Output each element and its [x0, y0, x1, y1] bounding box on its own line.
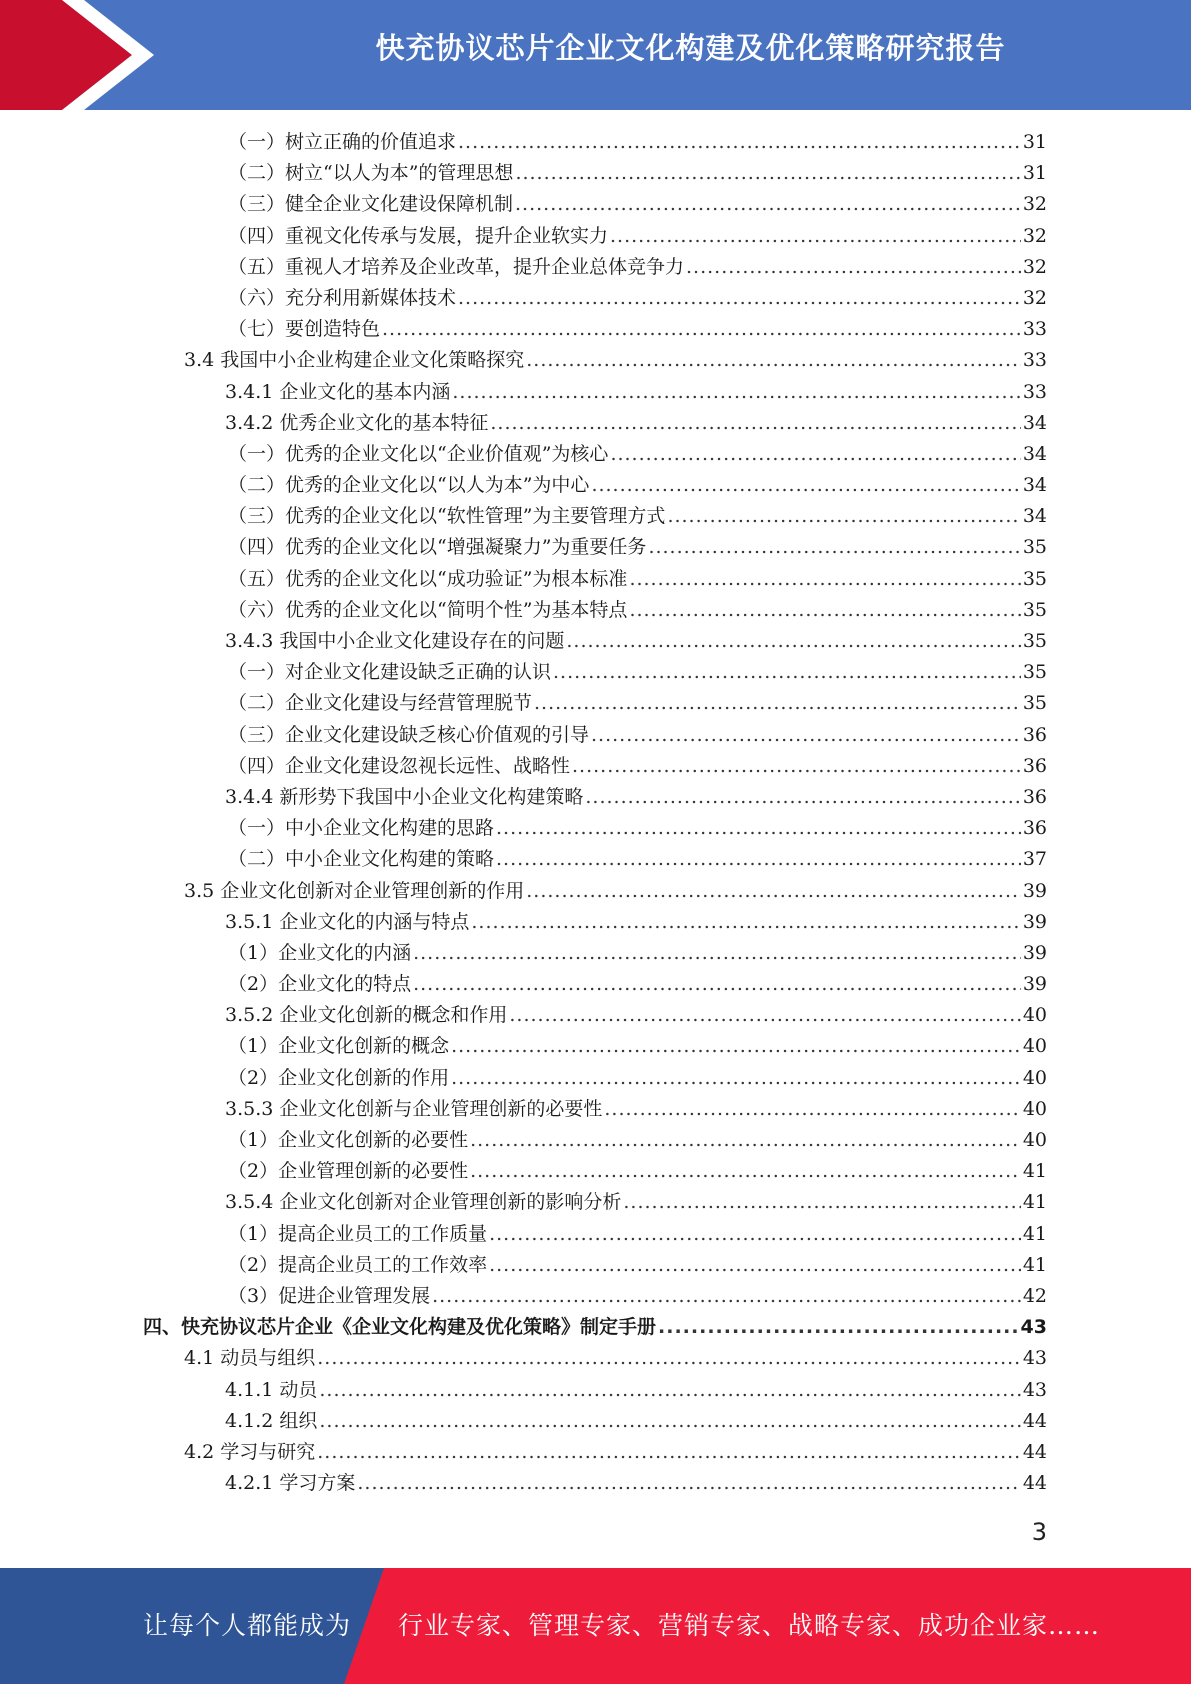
toc-entry-page: 39 — [1022, 879, 1047, 902]
toc-entry-row — [228, 283, 1047, 314]
toc-entry-page: 33 — [1022, 349, 1047, 372]
toc-entry-page: 41 — [1022, 1222, 1047, 1245]
toc-entry[interactable] — [0, 1375, 1191, 1406]
toc-entry[interactable] — [0, 1187, 1191, 1218]
toc-entry[interactable] — [0, 782, 1191, 813]
toc-dot-leader — [451, 1031, 1021, 1062]
toc-entry-page: 33 — [1022, 318, 1047, 341]
toc-entry-title: （2）企业管理创新的必要性 — [228, 1160, 469, 1183]
toc-entry[interactable] — [0, 345, 1191, 376]
toc-entry-title: （2）企业文化的特点 — [228, 973, 412, 996]
toc-dot-leader — [413, 969, 1021, 1000]
toc-entry-title: 3.5.4 企业文化创新对企业管理创新的影响分析 — [225, 1191, 622, 1214]
toc-entry-page: 34 — [1022, 474, 1047, 497]
toc-entry[interactable] — [0, 408, 1191, 439]
toc-entry-page: 40 — [1022, 1035, 1047, 1058]
toc-entry-row — [184, 876, 1047, 907]
toc-entry-page: 44 — [1022, 1409, 1047, 1432]
toc-dot-leader — [572, 751, 1021, 782]
toc-entry-title: （七）要创造特色 — [228, 318, 381, 341]
toc-entry-row — [228, 595, 1047, 626]
toc-dot-leader — [526, 876, 1021, 907]
toc-entry-title: 3.4.2 优秀企业文化的基本特征 — [225, 411, 489, 434]
toc-entry-page: 40 — [1022, 1066, 1047, 1089]
page-header — [0, 0, 1191, 110]
toc-entry[interactable] — [0, 844, 1191, 875]
toc-entry-row — [228, 938, 1047, 969]
toc-entry[interactable] — [0, 1156, 1191, 1187]
toc-entry-title: （三）健全企业文化建设保障机制 — [228, 193, 514, 216]
toc-entry-title: （1）企业文化创新的概念 — [228, 1035, 450, 1058]
toc-entry[interactable] — [0, 252, 1191, 283]
toc-dot-leader — [591, 720, 1021, 751]
toc-entry-title: 3.4 我国中小企业构建企业文化策略探究 — [184, 349, 525, 372]
footer-slogan-left: 让每个人都能成为 — [143, 1611, 352, 1640]
toc-entry-page: 41 — [1022, 1253, 1047, 1276]
toc-entry-row — [225, 907, 1047, 938]
toc-entry-title: 4.2 学习与研究 — [184, 1440, 316, 1463]
toc-entry-title: （四）优秀的企业文化以“增强凝聚力”为重要任务 — [228, 536, 647, 559]
toc-dot-leader — [357, 1468, 1020, 1499]
toc-entry-row — [228, 1125, 1047, 1156]
toc-entry-title: 3.5.3 企业文化创新与企业管理创新的必要性 — [225, 1097, 603, 1120]
toc-entry-page: 43 — [1022, 1378, 1047, 1401]
toc-entry-page: 33 — [1022, 380, 1047, 403]
toc-entry-row — [143, 1312, 1047, 1343]
toc-entry[interactable] — [0, 1063, 1191, 1094]
toc-dot-leader — [496, 813, 1021, 844]
toc-dot-leader — [509, 1000, 1020, 1031]
toc-dot-leader — [566, 626, 1020, 657]
toc-entry-page: 43 — [1020, 1316, 1047, 1339]
toc-entry-page: 36 — [1022, 785, 1047, 808]
toc-entry-title: （3）促进企业管理发展 — [228, 1284, 431, 1307]
toc-entry-title: （一）对企业文化建设缺乏正确的认识 — [228, 661, 552, 684]
toc-entry[interactable] — [0, 595, 1191, 626]
toc-dot-leader — [317, 1343, 1021, 1374]
toc-entry[interactable] — [0, 657, 1191, 688]
toc-entry-row — [225, 1094, 1047, 1125]
toc-entry[interactable] — [0, 564, 1191, 595]
toc-entry[interactable] — [0, 938, 1191, 969]
toc-entry[interactable] — [0, 876, 1191, 907]
toc-entry-row — [228, 501, 1047, 532]
toc-entry-title: （六）优秀的企业文化以“简明个性”为基本特点 — [228, 598, 628, 621]
report-title: 快充协议芯片企业文化构建及优化策略研究报告 — [375, 31, 1006, 65]
toc-dot-leader — [515, 158, 1020, 189]
toc-entry-page: 36 — [1022, 723, 1047, 746]
toc-entry-row — [228, 1063, 1047, 1094]
toc-entry[interactable] — [0, 1219, 1191, 1250]
toc-entry-row — [228, 1031, 1047, 1062]
toc-entry[interactable] — [0, 1312, 1191, 1343]
toc-entry-page: 40 — [1022, 1004, 1047, 1027]
toc-entry-title: 3.5.2 企业文化创新的概念和作用 — [225, 1004, 508, 1027]
toc-entry[interactable] — [0, 439, 1191, 470]
toc-dot-leader — [413, 938, 1021, 969]
toc-dot-leader — [470, 1156, 1021, 1187]
toc-entry-title: 3.4.4 新形势下我国中小企业文化构建策略 — [225, 785, 584, 808]
toc-entry[interactable] — [0, 127, 1191, 158]
toc-entry-page: 35 — [1022, 598, 1047, 621]
toc-dot-leader — [629, 564, 1020, 595]
toc-entry-title: （六）充分利用新媒体技术 — [228, 286, 457, 309]
toc-entry-row — [228, 1250, 1047, 1281]
toc-dot-leader — [591, 470, 1020, 501]
toc-entry-title: （三）企业文化建设缺乏核心价值观的引导 — [228, 723, 590, 746]
toc-entry-page: 35 — [1022, 661, 1047, 684]
page-footer — [0, 1568, 1191, 1684]
toc-dot-leader — [489, 1250, 1021, 1281]
toc-entry-row — [228, 158, 1047, 189]
toc-entry-page: 42 — [1022, 1284, 1047, 1307]
toc-dot-leader — [515, 189, 1021, 220]
toc-entry-page: 41 — [1022, 1191, 1047, 1214]
toc-dot-leader — [629, 595, 1020, 626]
toc-entry-row — [228, 439, 1047, 470]
toc-entry-title: 4.2.1 学习方案 — [225, 1472, 356, 1495]
toc-entry[interactable] — [0, 688, 1191, 719]
toc-entry-row — [228, 252, 1047, 283]
toc-entry-title: （2）提高企业员工的工作效率 — [228, 1253, 488, 1276]
toc-dot-leader — [458, 283, 1021, 314]
toc-entry-page: 32 — [1022, 193, 1047, 216]
page-number: 3 — [1031, 1518, 1047, 1546]
toc-entry-title: （2）企业文化创新的作用 — [228, 1066, 450, 1089]
toc-entry-page: 34 — [1022, 442, 1047, 465]
toc-entry-row — [228, 751, 1047, 782]
toc-entry-title: （四）重视文化传承与发展，提升企业软实力 — [228, 224, 609, 247]
toc-dot-leader — [610, 439, 1020, 470]
toc-entry-title: 四、快充协议芯片企业《企业文化构建及优化策略》制定手册 — [143, 1316, 657, 1339]
toc-entry-title: （一）中小企业文化构建的思路 — [228, 817, 495, 840]
toc-dot-leader — [432, 1281, 1021, 1312]
toc-dot-leader — [686, 252, 1021, 283]
toc-dot-leader — [648, 532, 1020, 563]
toc-entry-row — [228, 1281, 1047, 1312]
toc-entry-page: 39 — [1022, 973, 1047, 996]
toc-dot-leader — [658, 1312, 1019, 1343]
toc-dot-leader — [451, 1063, 1021, 1094]
toc-entry-row — [184, 1343, 1047, 1374]
toc-dot-leader — [317, 1437, 1021, 1468]
toc-entry-title: 3.4.1 企业文化的基本内涵 — [225, 380, 451, 403]
toc-entry[interactable] — [0, 720, 1191, 751]
toc-dot-leader — [319, 1375, 1020, 1406]
toc-entry[interactable] — [0, 813, 1191, 844]
toc-entry-page: 32 — [1022, 255, 1047, 278]
toc-entry-row — [225, 1468, 1047, 1499]
toc-entry[interactable] — [0, 501, 1191, 532]
toc-entry[interactable] — [0, 189, 1191, 220]
toc-entry-page: 39 — [1022, 941, 1047, 964]
toc-entry-row — [228, 127, 1047, 158]
toc-entry-title: （1）企业文化的内涵 — [228, 941, 412, 964]
toc-entry-title: 4.1.1 动员 — [225, 1378, 318, 1401]
toc-dot-leader — [623, 1187, 1020, 1218]
toc-entry-page: 40 — [1022, 1129, 1047, 1151]
toc-entry[interactable] — [0, 158, 1191, 189]
toc-entry-row — [228, 532, 1047, 563]
toc-entry-row — [228, 564, 1047, 595]
toc-entry-page: 36 — [1022, 817, 1047, 840]
toc-entry[interactable] — [0, 751, 1191, 782]
toc-entry-title: （一）优秀的企业文化以“企业价值观”为核心 — [228, 442, 609, 465]
toc-entry[interactable] — [0, 907, 1191, 938]
toc-entry-page: 44 — [1022, 1472, 1047, 1495]
toc-entry-page: 40 — [1022, 1097, 1047, 1120]
toc-entry-row — [228, 688, 1047, 719]
toc-entry-title: （二）企业文化建设与经营管理脱节 — [228, 692, 533, 715]
toc-dot-leader — [553, 657, 1021, 688]
toc-entry-title: （1）企业文化创新的必要性 — [228, 1129, 469, 1151]
toc-dot-leader — [489, 1219, 1021, 1250]
toc-entry-title: 4.1 动员与组织 — [184, 1347, 316, 1370]
toc-entry[interactable] — [0, 1343, 1191, 1374]
toc-dot-leader — [471, 907, 1020, 938]
toc-entry-page: 34 — [1022, 505, 1047, 528]
toc-entry[interactable] — [0, 1125, 1191, 1156]
toc-entry-page: 32 — [1022, 224, 1047, 247]
toc-dot-leader — [470, 1125, 1021, 1156]
toc-entry[interactable] — [0, 470, 1191, 501]
toc-entry-row — [228, 720, 1047, 751]
toc-entry-row — [184, 1437, 1047, 1468]
toc-entry[interactable] — [0, 1468, 1191, 1499]
toc-entry-row — [184, 345, 1047, 376]
toc-entry-title: （三）优秀的企业文化以“软性管理”为主要管理方式 — [228, 505, 666, 528]
toc-entry[interactable] — [0, 532, 1191, 563]
toc-entry-page: 35 — [1022, 567, 1047, 590]
toc-dot-leader — [526, 345, 1021, 376]
toc-entry-title: （二）树立“以人为本”的管理思想 — [228, 162, 514, 185]
toc-entry-title: （一）树立正确的价值追求 — [228, 131, 457, 153]
toc-entry-row — [228, 221, 1047, 252]
toc-entry[interactable] — [0, 1406, 1191, 1437]
toc-entry-page: 44 — [1022, 1440, 1047, 1463]
toc-entry-page: 35 — [1022, 692, 1047, 715]
toc-entry-row — [228, 657, 1047, 688]
toc-dot-leader — [452, 377, 1020, 408]
toc-entry-row — [228, 969, 1047, 1000]
toc-dot-leader — [534, 688, 1021, 719]
toc-entry-page: 31 — [1022, 131, 1047, 153]
toc-dot-leader — [610, 221, 1021, 252]
toc-entry-row — [225, 1187, 1047, 1218]
toc-entry-row — [228, 844, 1047, 875]
toc-entry[interactable] — [0, 1000, 1191, 1031]
toc-entry[interactable] — [0, 626, 1191, 657]
toc-entry-row — [225, 377, 1047, 408]
toc-dot-leader — [382, 314, 1021, 345]
toc-entry-page: 37 — [1022, 848, 1047, 871]
toc-entry[interactable] — [0, 1281, 1191, 1312]
toc-entry-row — [228, 314, 1047, 345]
toc-entry-title: （四）企业文化建设忽视长远性、战略性 — [228, 754, 571, 777]
toc-entry-row — [228, 1219, 1047, 1250]
toc-dot-leader — [496, 844, 1021, 875]
toc-entry-title: （1）提高企业员工的工作质量 — [228, 1222, 488, 1245]
toc-entry[interactable] — [0, 1094, 1191, 1125]
toc-entry-page: 39 — [1022, 910, 1047, 933]
toc-dot-leader — [585, 782, 1020, 813]
toc-entry-page: 34 — [1022, 411, 1047, 434]
toc-entry-page: 41 — [1022, 1160, 1047, 1183]
toc-entry[interactable] — [0, 969, 1191, 1000]
toc-entry-page: 32 — [1022, 286, 1047, 309]
toc-entry-row — [228, 470, 1047, 501]
toc-entry[interactable] — [0, 314, 1191, 345]
toc-entry[interactable] — [0, 1031, 1191, 1062]
toc-entry-row — [228, 189, 1047, 220]
toc-entry-row — [225, 408, 1047, 439]
toc-entry-row — [228, 1156, 1047, 1187]
toc-entry[interactable] — [0, 283, 1191, 314]
toc-entry-title: 3.4.3 我国中小企业文化建设存在的问题 — [225, 630, 565, 652]
toc-entry-page: 43 — [1022, 1347, 1047, 1370]
toc-entry-title: 3.5 企业文化创新对企业管理创新的作用 — [184, 879, 525, 902]
footer-slogan-right: 行业专家、管理专家、营销专家、战略专家、成功企业家…… — [398, 1611, 1101, 1640]
toc-entry-title: （二）中小企业文化构建的策略 — [228, 848, 495, 871]
toc-dot-leader — [458, 127, 1021, 158]
toc-dot-leader — [319, 1406, 1020, 1437]
toc-entry-page: 35 — [1022, 536, 1047, 559]
toc-entry[interactable] — [0, 377, 1191, 408]
toc-entry-page: 36 — [1022, 754, 1047, 777]
toc-entry-title: （二）优秀的企业文化以“以人为本”为中心 — [228, 474, 590, 497]
toc-entry[interactable] — [0, 1250, 1191, 1281]
toc-dot-leader — [667, 501, 1020, 532]
toc-dot-leader — [604, 1094, 1020, 1125]
toc-entry-page: 35 — [1022, 630, 1047, 652]
toc-entry-title: （五）优秀的企业文化以“成功验证”为根本标准 — [228, 567, 628, 590]
toc-entry-row — [225, 1375, 1047, 1406]
toc-entry[interactable] — [0, 1437, 1191, 1468]
toc-entry-row — [225, 1000, 1047, 1031]
toc-entry-row — [225, 626, 1047, 657]
table-of-contents — [0, 127, 1191, 1499]
toc-entry-page: 31 — [1022, 162, 1047, 185]
toc-entry-title: 3.5.1 企业文化的内涵与特点 — [225, 910, 470, 933]
toc-entry-row — [228, 813, 1047, 844]
toc-entry-title: 4.1.2 组织 — [225, 1409, 318, 1432]
toc-entry-row — [225, 1406, 1047, 1437]
toc-entry-title: （五）重视人才培养及企业改革，提升企业总体竞争力 — [228, 255, 685, 278]
toc-dot-leader — [490, 408, 1020, 439]
toc-entry-row — [225, 782, 1047, 813]
toc-entry[interactable] — [0, 221, 1191, 252]
